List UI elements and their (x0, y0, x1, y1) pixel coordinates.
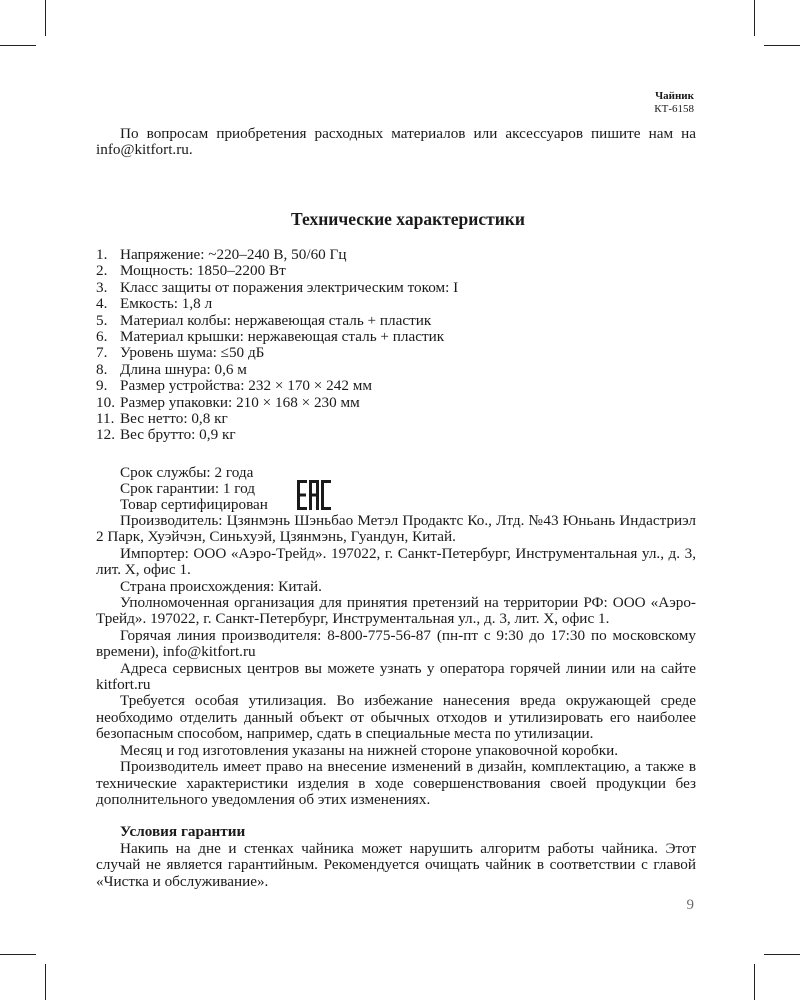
spec-item (96, 395, 696, 411)
spec-text: Уровень шума: ≤50 дБ (120, 344, 265, 362)
spec-number: 7. (96, 344, 108, 362)
warranty-title: Условия гарантии (120, 823, 246, 841)
spec-text: Материал колбы: нержавеющая сталь + пластик (120, 311, 432, 329)
service-centers-paragraph: Адреса сервисных центров вы можете узнать у оператора горячей линии или на сайте kitfort.ru (96, 659, 696, 694)
spec-number: 9. (96, 377, 108, 395)
spec-item (96, 411, 696, 427)
spec-item (96, 427, 696, 443)
spec-number: 5. (96, 311, 108, 329)
spec-number: 11. (96, 410, 115, 428)
importer-paragraph: Импортер: ООО «Аэро-Трейд». 197022, г. Санкт-Петербург, Инструментальная ул., д. 3, лит. Х, офис 1. (96, 544, 696, 579)
spec-item (96, 296, 696, 312)
legal-block (96, 513, 696, 890)
header-model: КТ-6158 (654, 103, 694, 115)
service-life: Срок службы: 2 года (120, 464, 254, 481)
page-number: 9 (686, 897, 694, 913)
spec-number: 3. (96, 278, 108, 296)
intro-block (96, 126, 696, 159)
intro-paragraph: По вопросам приобретения расходных материалов или аксессуаров пишите нам на info@kitfort.ru. (96, 125, 696, 159)
certified-text: Товар сертифицирован (120, 496, 268, 513)
changes-paragraph: Производитель имеет право на внесение изменений в дизайн, комплектацию, а также в технические характеристики изделия в ходе совершенствования своей продукции без дополнительного уведомления об этих изменениях. (96, 758, 696, 808)
disposal-paragraph: Требуется особая утилизация. Во избежание нанесения вреда окружающей среде необходимо отделить данный объект от обычных отходов и утилизировать его наиболее безопасным способом, например, сдать в специальные места по утилизации. (96, 692, 696, 743)
crop-mark-bottom-left-h (0, 954, 36, 955)
manufacture-date-paragraph: Месяц и год изготовления указаны на нижней стороне упаковочной коробки. (120, 741, 619, 759)
spec-item (96, 247, 696, 263)
warranty-paragraph: Накипь на дне и стенках чайника может нарушить алгоритм работы чайника. Этот случай не является гарантийным. Рекомендуется очищать чайник в соответствии с главой «Чистка и обслуживание». (96, 839, 696, 890)
spec-item (96, 263, 696, 279)
spec-text: Напряжение: ~220–240 В, 50/60 Гц (120, 246, 347, 263)
spec-item (96, 329, 696, 345)
spec-number: 2. (96, 262, 108, 280)
crop-mark-top-left (45, 0, 46, 36)
spec-text: Длина шнура: 0,6 м (120, 360, 247, 378)
spec-text: Мощность: 1850–2200 Вт (120, 262, 286, 280)
spec-text: Материал крышки: нержавеющая сталь + пластик (120, 328, 445, 346)
spec-text: Размер упаковки: 210 × 168 × 230 мм (120, 393, 360, 411)
header-product-title: Чайник (655, 90, 694, 102)
spec-number: 1. (96, 246, 108, 263)
running-header (654, 90, 694, 116)
spec-text: Емкость: 1,8 л (120, 295, 213, 313)
spec-item (96, 280, 696, 296)
origin-paragraph: Страна происхождения: Китай. (120, 577, 322, 595)
eac-mark-icon (297, 480, 331, 510)
crop-mark-top-left-h (0, 45, 36, 46)
crop-mark-top-right-h (764, 45, 800, 46)
spec-number: 10. (96, 393, 115, 411)
spec-item (96, 313, 696, 329)
crop-mark-top-right (754, 0, 755, 36)
spec-text: Размер устройства: 232 × 170 × 242 мм (120, 377, 372, 395)
spec-number: 4. (96, 295, 108, 313)
spec-item (96, 362, 696, 378)
spec-item (96, 345, 696, 361)
spec-item (96, 378, 696, 394)
authorized-org-paragraph: Уполномоченная организация для принятия претензий на территории РФ: ООО «Аэро-Трейд». 197022, г. Санкт-Петербург, Инструментальная ул., д. 3, лит. Х, офис 1. (96, 594, 696, 628)
crop-mark-bottom-left (45, 964, 46, 1000)
spec-number: 6. (96, 328, 108, 346)
spec-text: Класс защиты от поражения электрическим током: I (120, 278, 459, 296)
spec-text: Вес брутто: 0,9 кг (120, 426, 236, 444)
spec-text: Вес нетто: 0,8 кг (120, 410, 228, 428)
spec-number: 8. (96, 360, 108, 378)
specs-list (96, 247, 696, 444)
warranty-period: Срок гарантии: 1 год (120, 480, 255, 497)
crop-mark-bottom-right-h (764, 954, 800, 955)
section-title: Технические характеристики (291, 209, 525, 229)
manufacturer-paragraph: Производитель: Цзянмэнь Шэньбао Метэл Продактс Ко., Лтд. №43 Юньань Индастриэл 2 Парк, Хуэйчэн, Синьхуэй, Цзянмэнь, Гуандун, Китай. (96, 512, 696, 546)
crop-mark-bottom-right (754, 964, 755, 1000)
spec-number: 12. (96, 426, 115, 444)
hotline-paragraph: Горячая линия производителя: 8-800-775-56-87 (пн-пт с 9:30 до 17:30 по московскому времени), info@kitfort.ru (96, 626, 696, 661)
